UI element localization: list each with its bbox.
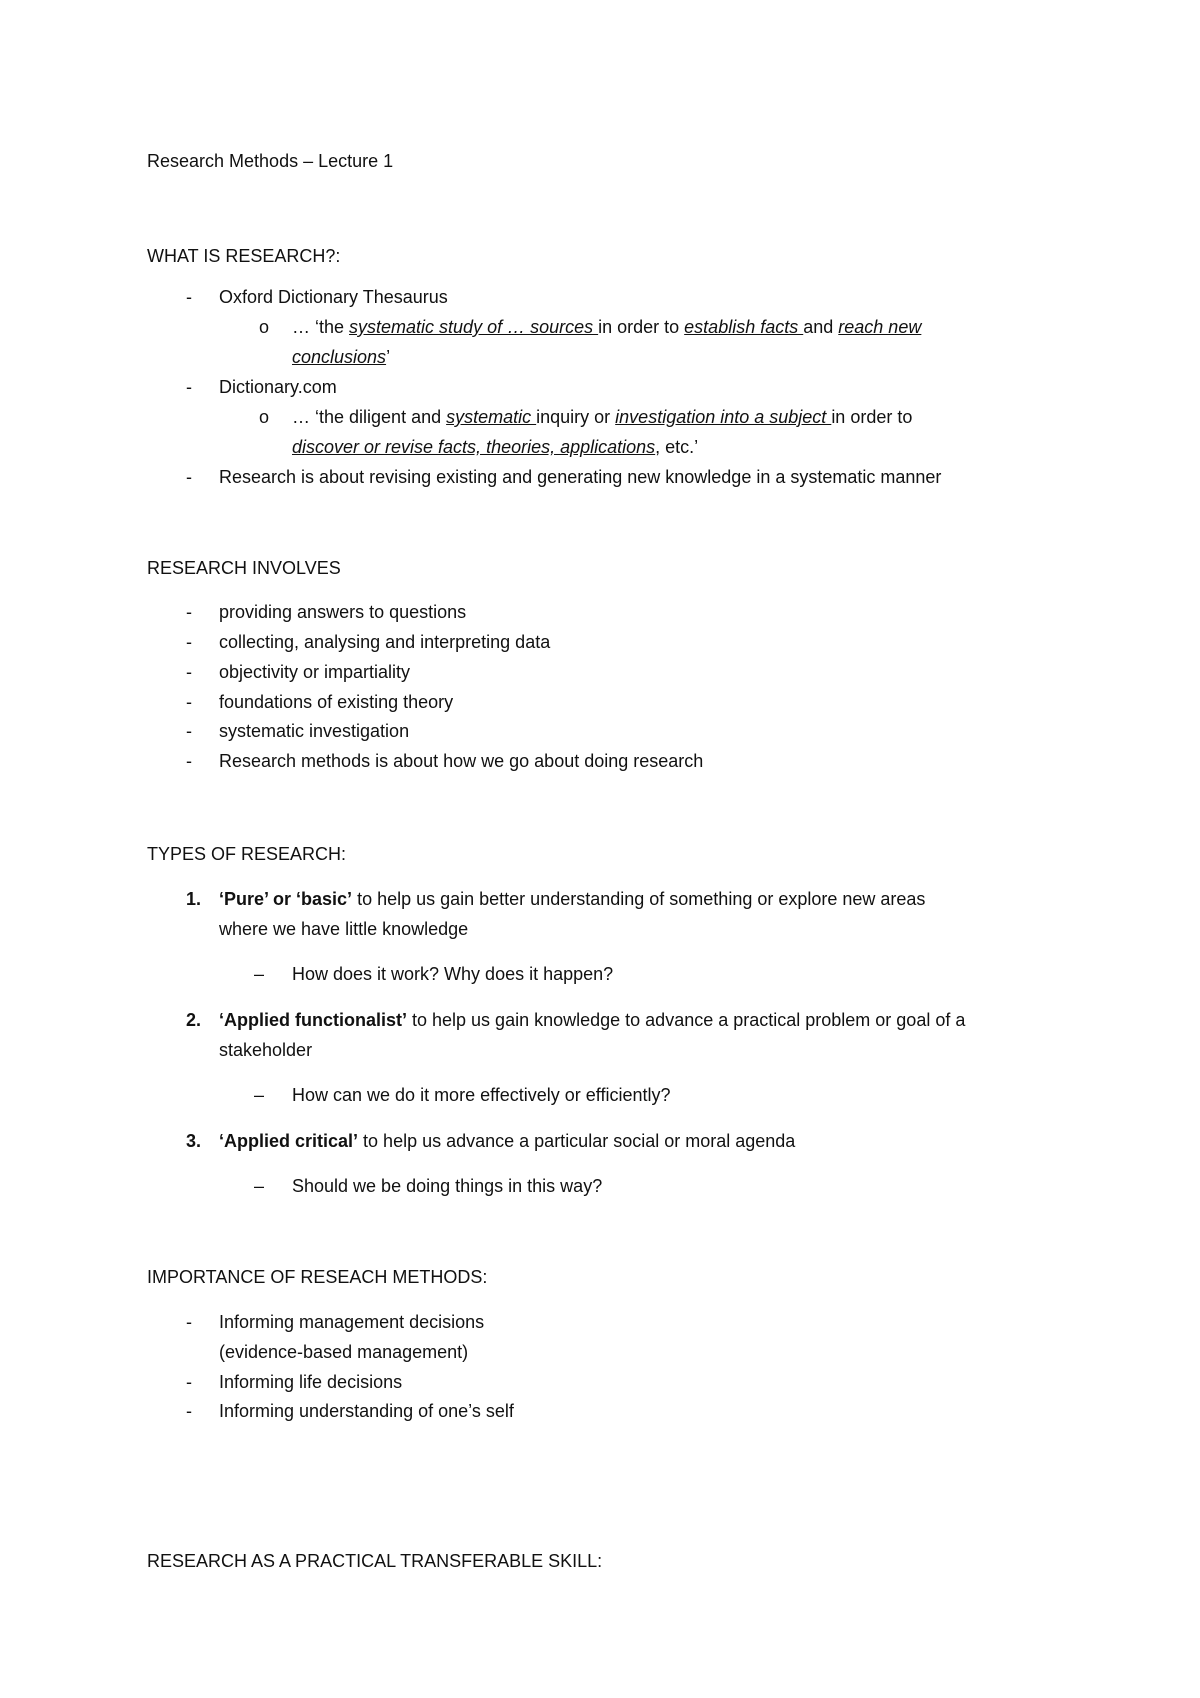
- list-item: Research methods is about how we go about doing research: [219, 751, 704, 771]
- dictcom-label: Dictionary.com: [219, 377, 337, 397]
- list-number: 2.: [186, 1010, 202, 1030]
- list-item: foundations of existing theory: [219, 692, 454, 712]
- section-heading-transferable-skill: RESEARCH AS A PRACTICAL TRANSFERABLE SKILL:: [147, 1551, 603, 1571]
- bullet-dash: -: [186, 602, 192, 622]
- type-item: ‘Applied functionalist’ to help us gain knowledge to advance a practical problem or goal of a: [219, 1010, 966, 1030]
- dictcom-quote-cont: discover or revise facts, theories, applications, etc.’: [292, 437, 699, 457]
- bullet-dash: -: [186, 1312, 192, 1332]
- bullet-dash: -: [186, 721, 192, 741]
- type-item-cont: stakeholder: [219, 1040, 313, 1060]
- list-item-cont: (evidence-based management): [219, 1342, 469, 1362]
- bullet-dash: -: [186, 751, 192, 771]
- type-item: ‘Applied critical’ to help us advance a particular social or moral agenda: [219, 1131, 796, 1151]
- section-heading-importance: IMPORTANCE OF RESEACH METHODS:: [147, 1267, 488, 1287]
- bullet-dash: -: [186, 467, 192, 487]
- section-heading-research-involves: RESEARCH INVOLVES: [147, 558, 341, 578]
- page-title: Research Methods – Lecture 1: [147, 151, 394, 171]
- list-number: 3.: [186, 1131, 202, 1151]
- oxford-quote-cont: conclusions’: [292, 347, 391, 367]
- sub-dash: –: [254, 964, 265, 984]
- oxford-quote: … ‘the systematic study of … sources in order to establish facts and reach new: [292, 317, 922, 337]
- type-question: Should we be doing things in this way?: [292, 1176, 603, 1196]
- bullet-dash: -: [186, 662, 192, 682]
- list-item: systematic investigation: [219, 721, 410, 741]
- bullet-dash: -: [186, 377, 192, 397]
- list-item: Informing understanding of one’s self: [219, 1401, 514, 1421]
- bullet-circle: o: [259, 317, 270, 337]
- bullet-dash: -: [186, 692, 192, 712]
- dictcom-quote: … ‘the diligent and systematic inquiry or investigation into a subject in order to: [292, 407, 913, 427]
- list-item: Informing life decisions: [219, 1372, 403, 1392]
- section-heading-types-of-research: TYPES OF RESEARCH:: [147, 844, 347, 864]
- bullet-dash: -: [186, 1401, 192, 1421]
- type-item-cont: where we have little knowledge: [219, 919, 469, 939]
- bullet-circle: o: [259, 407, 270, 427]
- list-item: objectivity or impartiality: [219, 662, 411, 682]
- list-item: collecting, analysing and interpreting data: [219, 632, 551, 652]
- bullet-dash: -: [186, 1372, 192, 1392]
- bullet-dash: -: [186, 287, 192, 307]
- list-item: Informing management decisions: [219, 1312, 485, 1332]
- sub-dash: –: [254, 1176, 265, 1196]
- type-question: How can we do it more effectively or efficiently?: [292, 1085, 671, 1105]
- sub-dash: –: [254, 1085, 265, 1105]
- type-question: How does it work? Why does it happen?: [292, 964, 614, 984]
- list-number: 1.: [186, 889, 202, 909]
- list-item: providing answers to questions: [219, 602, 467, 622]
- type-item: ‘Pure’ or ‘basic’ to help us gain better understanding of something or explore new areas: [219, 889, 926, 909]
- research-summary: Research is about revising existing and generating new knowledge in a systematic manner: [219, 467, 942, 487]
- oxford-label: Oxford Dictionary Thesaurus: [219, 287, 448, 307]
- bullet-dash: -: [186, 632, 192, 652]
- section-heading-what-is-research: WHAT IS RESEARCH?:: [147, 246, 341, 266]
